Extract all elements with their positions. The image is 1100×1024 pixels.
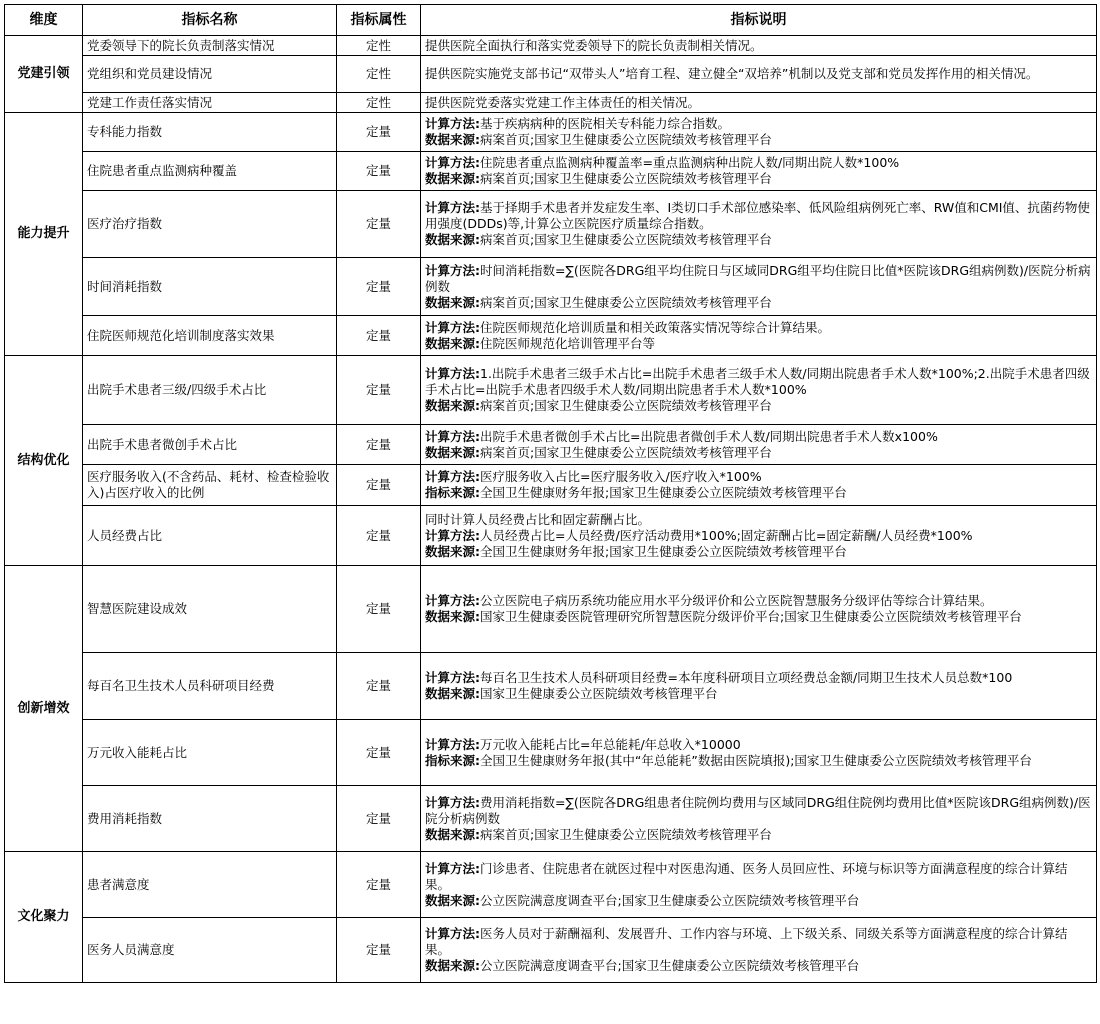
dimension-cell: 党建引领: [5, 36, 83, 113]
description-line: [425, 171, 1092, 187]
indicator-name-cell: 费用消耗指数: [83, 786, 337, 852]
description-line: [425, 893, 1092, 909]
description-line: [425, 132, 1092, 148]
description-label: 指标来源:: [425, 485, 480, 500]
description-text: 基于择期手术患者并发症发生率、I类切口手术部位感染率、低风险组病例死亡率、RW值和CMI值、抗菌药物使用强度(DDDs)等,计算公立医院医疗质量综合指数。: [425, 200, 1090, 231]
description-label: 数据来源:: [425, 826, 480, 842]
description-text: 公立医院满意度调查平台;国家卫生健康委公立医院绩效考核管理平台: [480, 958, 860, 973]
description-line: [425, 686, 1092, 702]
header-indicator-name: 指标名称: [83, 5, 337, 36]
description-line: [425, 38, 1092, 54]
indicator-name-cell: 患者满意度: [83, 852, 337, 918]
description-label: 数据来源:: [425, 294, 480, 310]
header-row: [5, 5, 1097, 36]
indicator-description-cell: [421, 316, 1097, 356]
description-line: [425, 66, 1092, 82]
indicator-description-cell: [421, 93, 1097, 113]
description-text: 人员经费占比=人员经费/医疗活动费用*100%;固定薪酬占比=固定薪酬/人员经费*100%: [480, 527, 973, 543]
indicator-name-cell: 出院手术患者微创手术占比: [83, 425, 337, 465]
description-line: [425, 200, 1092, 232]
table-row: [5, 258, 1097, 316]
indicator-description-cell: [421, 191, 1097, 258]
indicator-description-cell: [421, 425, 1097, 465]
description-label: 数据来源:: [425, 232, 480, 247]
indicator-attribute-cell: 定量: [337, 852, 421, 918]
indicator-description-cell: [421, 356, 1097, 425]
description-text: 1.出院手术患者三级手术占比=出院手术患者三级手术人数/同期出院患者手术人数*100%;2.出院手术患者四级手术占比=出院手术患者四级手术人数/同期出院患者手术人数*100%: [425, 366, 1090, 397]
description-label: 计算方法:: [425, 155, 480, 170]
description-text: 提供医院党委落实党建工作主体责任的相关情况。: [425, 94, 701, 110]
description-text: 住院医师规范化培训管理平台等: [480, 335, 656, 351]
description-line: [425, 737, 1092, 753]
indicator-description-cell: [421, 258, 1097, 316]
description-label: 数据来源:: [425, 958, 480, 973]
description-label: 数据来源:: [425, 335, 480, 351]
indicator-name-cell: 党组织和党员建设情况: [83, 56, 337, 93]
description-line: [425, 512, 1092, 528]
description-label: 指标来源:: [425, 752, 480, 768]
indicator-attribute-cell: 定量: [337, 356, 421, 425]
description-line: [425, 609, 1092, 625]
description-text: 全国卫生健康财务年报(其中“年总能耗”数据由医院填报);国家卫生健康委公立医院绩效考核管理平台: [480, 752, 1032, 768]
indicator-attribute-cell: 定量: [337, 786, 421, 852]
description-line: [425, 263, 1092, 295]
description-label: 计算方法:: [425, 794, 480, 810]
table-row: [5, 566, 1097, 653]
dimension-cell: 结构优化: [5, 356, 83, 566]
description-line: [425, 670, 1092, 686]
description-text: 万元收入能耗占比=年总能耗/年总收入*10000: [480, 736, 741, 752]
indicator-name-cell: 党建工作责任落实情况: [83, 93, 337, 113]
description-text: 基于疾病病种的医院相关专科能力综合指数。: [480, 116, 731, 131]
description-label: 计算方法:: [425, 262, 480, 278]
description-text: 国家卫生健康委医院管理研究所智慧医院分级评价平台;国家卫生健康委公立医院绩效考核管理平台: [480, 609, 1022, 624]
table-row: [5, 93, 1097, 113]
description-label: 数据来源:: [425, 444, 480, 460]
table-row: [5, 316, 1097, 356]
indicator-name-cell: 人员经费占比: [83, 506, 337, 566]
table-row: [5, 113, 1097, 152]
description-label: 计算方法:: [425, 527, 480, 543]
header-indicator-attribute: 指标属性: [337, 5, 421, 36]
indicator-attribute-cell: 定量: [337, 653, 421, 720]
indicator-attribute-cell: 定量: [337, 425, 421, 465]
description-label: 计算方法:: [425, 593, 480, 608]
dimension-cell: 文化聚力: [5, 852, 83, 983]
indicator-description-cell: [421, 36, 1097, 56]
indicator-name-cell: 出院手术患者三级/四级手术占比: [83, 356, 337, 425]
description-line: [425, 445, 1092, 461]
indicator-description-cell: [421, 720, 1097, 786]
indicator-name-cell: 每百名卫生技术人员科研项目经费: [83, 653, 337, 720]
indicator-attribute-cell: 定性: [337, 36, 421, 56]
indicator-name-cell: 党委领导下的院长负责制落实情况: [83, 36, 337, 56]
table-row: [5, 465, 1097, 506]
description-text: 病案首页;国家卫生健康委公立医院绩效考核管理平台: [480, 294, 772, 310]
description-label: 数据来源:: [425, 543, 480, 559]
indicator-description-cell: [421, 566, 1097, 653]
description-text: 病案首页;国家卫生健康委公立医院绩效考核管理平台: [480, 132, 772, 147]
indicator-attribute-cell: 定量: [337, 152, 421, 191]
indicator-name-cell: 时间消耗指数: [83, 258, 337, 316]
description-label: 计算方法:: [425, 860, 480, 876]
table-row: [5, 506, 1097, 566]
indicator-attribute-cell: 定量: [337, 465, 421, 506]
indicator-attribute-cell: 定量: [337, 918, 421, 983]
description-line: [425, 958, 1092, 974]
description-line: [425, 544, 1092, 560]
indicator-attribute-cell: 定性: [337, 93, 421, 113]
description-line: [425, 861, 1092, 893]
description-line: [425, 116, 1092, 132]
description-text: 门诊患者、住院患者在就医过程中对医患沟通、医务人员回应性、环境与标识等方面满意程度的综合计算结果。: [425, 860, 1068, 892]
description-text: 费用消耗指数=∑(医院各DRG组患者住院例均费用与区域同DRG组住院例均费用比值*医院该DRG组病例数)/医院分析病例数: [425, 794, 1091, 826]
indicator-description-cell: [421, 152, 1097, 191]
description-line: [425, 429, 1092, 445]
description-text: 出院手术患者微创手术占比=出院患者微创手术人数/同期出院患者手术人数x100%: [480, 428, 938, 444]
indicator-attribute-cell: 定量: [337, 720, 421, 786]
description-label: 计算方法:: [425, 670, 480, 685]
indicator-name-cell: 住院患者重点监测病种覆盖: [83, 152, 337, 191]
table-row: [5, 852, 1097, 918]
description-text: 公立医院电子病历系统功能应用水平分级评价和公立医院智慧服务分级评估等综合计算结果。: [480, 593, 993, 608]
description-label: 计算方法:: [425, 366, 480, 381]
indicator-description-cell: [421, 852, 1097, 918]
description-text: 医疗服务收入占比=医疗服务收入/医疗收入*100%: [480, 469, 762, 484]
description-text: 住院患者重点监测病种覆盖率=重点监测病种出院人数/同期出院人数*100%: [480, 155, 900, 170]
indicator-description-cell: [421, 918, 1097, 983]
description-label: 数据来源:: [425, 686, 480, 701]
description-label: 数据来源:: [425, 892, 480, 908]
description-text: 公立医院满意度调查平台;国家卫生健康委公立医院绩效考核管理平台: [480, 892, 860, 908]
indicator-name-cell: 智慧医院建设成效: [83, 566, 337, 653]
table-row: [5, 356, 1097, 425]
description-line: [425, 593, 1092, 609]
indicator-attribute-cell: 定量: [337, 506, 421, 566]
description-line: [425, 398, 1092, 414]
description-text: 病案首页;国家卫生健康委公立医院绩效考核管理平台: [480, 444, 772, 460]
description-line: [425, 366, 1092, 398]
description-label: 计算方法:: [425, 469, 480, 484]
indicator-description-cell: [421, 506, 1097, 566]
header-dimension: 维度: [5, 5, 83, 36]
description-text: 提供医院全面执行和落实党委领导下的院长负责制相关情况。: [425, 37, 763, 53]
indicator-name-cell: 医疗服务收入(不含药品、耗材、检查检验收入)占医疗收入的比例: [83, 465, 337, 506]
description-line: [425, 95, 1092, 111]
indicator-name-cell: 住院医师规范化培训制度落实效果: [83, 316, 337, 356]
description-text: 每百名卫生技术人员科研项目经费=本年度科研项目立项经费总金额/同期卫生技术人员总数*100: [480, 670, 1013, 685]
indicator-description-cell: [421, 653, 1097, 720]
table-row: [5, 36, 1097, 56]
description-line: [425, 485, 1092, 501]
table-row: [5, 191, 1097, 258]
description-line: [425, 469, 1092, 485]
description-text: 同时计算人员经费占比和固定薪酬占比。: [425, 511, 651, 527]
indicator-name-cell: 万元收入能耗占比: [83, 720, 337, 786]
indicator-name-cell: 专科能力指数: [83, 113, 337, 152]
description-text: 全国卫生健康财务年报;国家卫生健康委公立医院绩效考核管理平台: [480, 485, 847, 500]
description-label: 数据来源:: [425, 171, 480, 186]
description-text: 国家卫生健康委公立医院绩效考核管理平台: [480, 686, 718, 701]
table-row: [5, 425, 1097, 465]
indicator-description-cell: [421, 56, 1097, 93]
table-row: [5, 786, 1097, 852]
description-text: 病案首页;国家卫生健康委公立医院绩效考核管理平台: [480, 826, 772, 842]
indicator-description-cell: [421, 465, 1097, 506]
description-text: 时间消耗指数=∑(医院各DRG组平均住院日与区域同DRG组平均住院日比值*医院该DRG组病例数)/医院分析病例数: [425, 262, 1091, 294]
description-line: [425, 528, 1092, 544]
indicator-name-cell: 医务人员满意度: [83, 918, 337, 983]
description-line: [425, 795, 1092, 827]
table-row: [5, 720, 1097, 786]
dimension-cell: 创新增效: [5, 566, 83, 852]
description-line: [425, 753, 1092, 769]
description-line: [425, 926, 1092, 958]
description-text: 提供医院实施党支部书记“双带头人”培育工程、建立健全“双培养”机制以及党支部和党员发挥作用的相关情况。: [425, 66, 1039, 81]
dimension-cell: 能力提升: [5, 113, 83, 356]
description-line: [425, 827, 1092, 843]
description-label: 数据来源:: [425, 132, 480, 147]
table-body: [5, 36, 1097, 983]
indicator-attribute-cell: 定量: [337, 258, 421, 316]
description-label: 计算方法:: [425, 926, 480, 941]
indicator-description-cell: [421, 786, 1097, 852]
description-text: 病案首页;国家卫生健康委公立医院绩效考核管理平台: [480, 232, 772, 247]
description-text: 病案首页;国家卫生健康委公立医院绩效考核管理平台: [480, 398, 772, 413]
table-row: [5, 56, 1097, 93]
indicator-attribute-cell: 定性: [337, 56, 421, 93]
indicator-attribute-cell: 定量: [337, 191, 421, 258]
description-text: 全国卫生健康财务年报;国家卫生健康委公立医院绩效考核管理平台: [480, 543, 847, 559]
description-label: 数据来源:: [425, 398, 480, 413]
indicator-attribute-cell: 定量: [337, 566, 421, 653]
description-label: 计算方法:: [425, 736, 480, 752]
indicator-name-cell: 医疗治疗指数: [83, 191, 337, 258]
description-text: 医务人员对于薪酬福利、发展晋升、工作内容与环境、上下级关系、同级关系等方面满意程度的综合计算结果。: [425, 926, 1068, 957]
description-text: 住院医师规范化培训质量和相关政策落实情况等综合计算结果。: [480, 319, 831, 335]
table-row: [5, 918, 1097, 983]
description-line: [425, 232, 1092, 248]
description-text: 病案首页;国家卫生健康委公立医院绩效考核管理平台: [480, 171, 772, 186]
table-row: [5, 653, 1097, 720]
table-row: [5, 152, 1097, 191]
description-line: [425, 336, 1092, 352]
header-indicator-description: 指标说明: [421, 5, 1097, 36]
indicator-table: [4, 4, 1097, 983]
description-label: 计算方法:: [425, 200, 480, 215]
indicator-attribute-cell: 定量: [337, 113, 421, 152]
description-line: [425, 155, 1092, 171]
description-label: 计算方法:: [425, 319, 480, 335]
indicator-attribute-cell: 定量: [337, 316, 421, 356]
description-label: 数据来源:: [425, 609, 480, 624]
indicator-description-cell: [421, 113, 1097, 152]
description-line: [425, 295, 1092, 311]
description-label: 计算方法:: [425, 116, 480, 131]
description-label: 计算方法:: [425, 428, 480, 444]
description-line: [425, 320, 1092, 336]
